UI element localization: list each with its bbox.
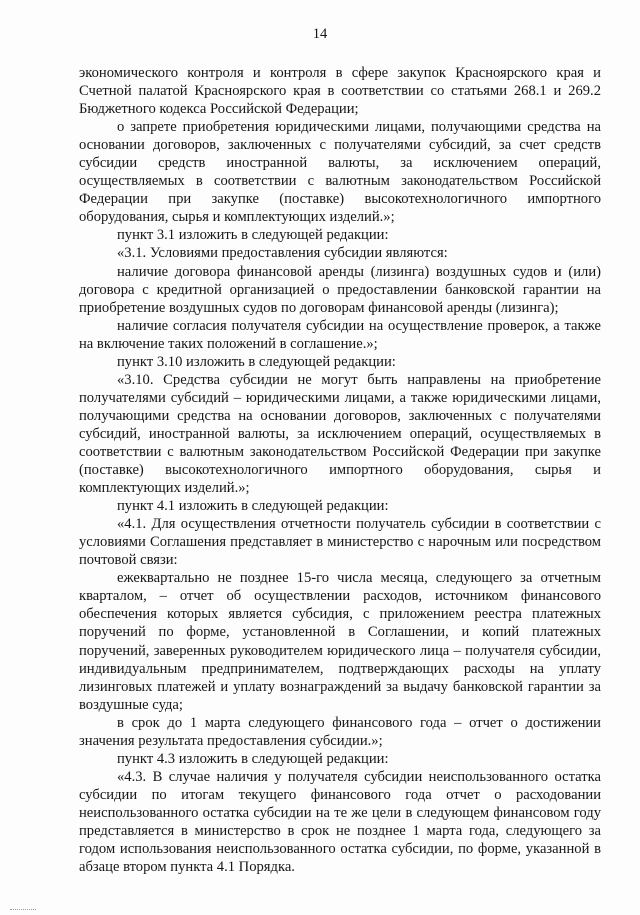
scan-edge-mark [10, 909, 36, 913]
paragraph: ежеквартально не позднее 15-го числа месяца, следующего за отчетным кварталом, – отчет об осуществлении расходов, источником финансового обеспечения которых является субсидия, с приложением реестра платежных поручений по форме, установленной в Соглашении, и копий платежных поручений, заверенных руководителем юридического лица – получателя субсидии, индивидуальным предпринимателем, подтверждающих расходы на уплату лизинговых платежей и уплату вознаграждений за выдачу банковской гарантии за воздушные суда; [79, 570, 601, 713]
paragraph: «3.1. Условиями предоставления субсидии являются: [117, 245, 448, 262]
paragraph: в срок до 1 марта следующего финансового года – отчет о достижении значения результата предоставления субсидии.»; [79, 714, 601, 749]
paragraph: «4.3. В случае наличия у получателя субсидии неиспользованного остатка субсидии по итогам текущего финансового года отчет о расходовании неиспользованного остатка субсидии на те же цели в следующем финансовом году представляется в министерство в срок не позднее 1 марта года, следующего за годом использования неиспользованного остатка субсидии, по форме, указанной в абзаце втором пункта 4.1 Порядка. [79, 768, 601, 876]
paragraph: о запрете приобретения юридическими лицами, получающими средства на основании договоров, заключенных с получателями субсидий, за счет средств субсидии средств иностранной валюты, за исключением операций, осуществляемых в соответствии с валютным законодательством Российской Федерации при закупке (поставке) высокотехнологичного импортного оборудования, сырья и комплектующих изделий.»; [79, 119, 601, 226]
paragraph: «4.1. Для осуществления отчетности получатель субсидии в соответствии с условиями Соглашения представляет в министерство с нарочным или посредством почтовой связи: [79, 516, 601, 569]
paragraph: «3.10. Средства субсидии не могут быть направлены на приобретение получателями субсидий – юридическими лицами, а также юридическими лицами, получающими средства на основании договоров, заключенных с получателями субсидий, иностранной валюты, за исключением операций, осуществляемых в соответствии с валютным законодательством Российской Федерации при закупке (поставке) высокотехнологичного импортного оборудования, сырья и комплектующих изделий.»; [79, 371, 601, 497]
paragraph: пункт 4.1 изложить в следующей редакции: [117, 498, 389, 515]
paragraph: пункт 3.10 изложить в следующей редакции: [117, 353, 396, 370]
paragraph-continuation: экономического контроля и контроля в сфере закупок Красноярского края и Счетной палатой Красноярского края в соответствии со статьями 268.1 и 269.2 Бюджетного кодекса Российской Федерации; [79, 65, 601, 118]
paragraph: пункт 4.3 изложить в следующей редакции: [117, 750, 389, 767]
paragraph: наличие согласия получателя субсидии на осуществление проверок, а также на включение таких положений в соглашение.»; [79, 317, 601, 352]
document-body [79, 64, 601, 876]
paragraph: наличие договора финансовой аренды (лизинга) воздушных судов и (или) договора с кредитной организацией о предоставлении банковской гарантии на приобретение воздушных судов по договорам финансовой аренды (лизинга); [79, 263, 601, 316]
page-number: 14 [312, 26, 328, 42]
paragraph: пункт 3.1 изложить в следующей редакции: [117, 227, 389, 244]
